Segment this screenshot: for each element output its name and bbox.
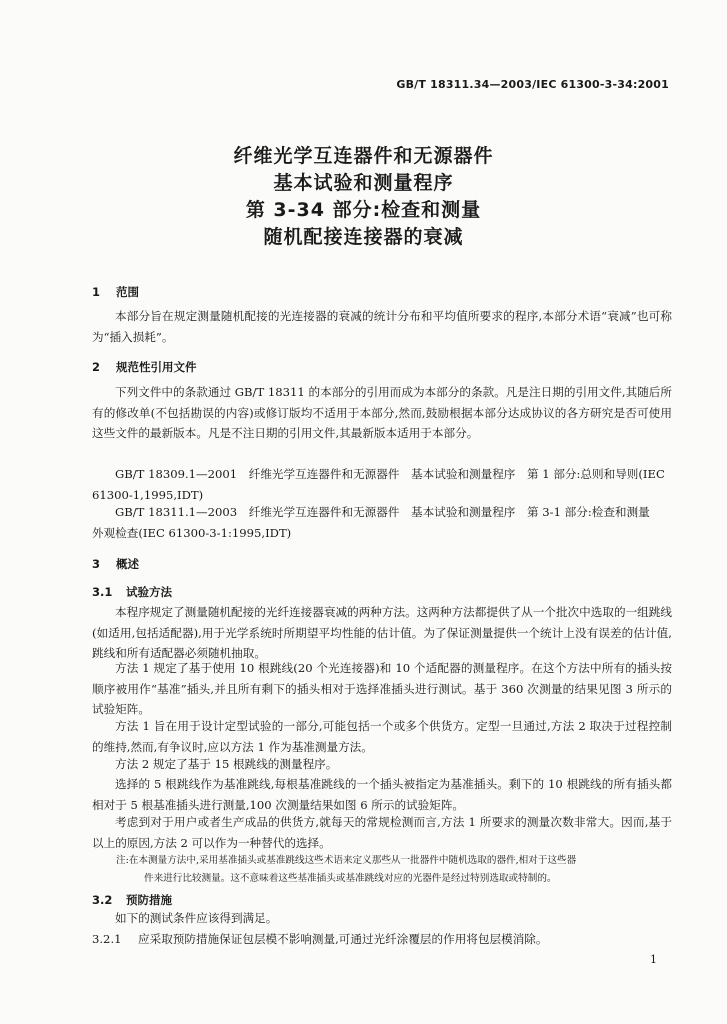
section-3-1-paragraph-2: 方法 1 规定了基于使用 10 根跳线(20 个光连接器)和 10 个适配器的测量程序。在这个方法中所有的插头按顺序被用作“基准”插头,并且所有剩下的插头相对于选择准插头进行测试。基于 360 次测量的结果见图 3 所示的试验矩阵。 xyxy=(92,661,672,716)
section-3-1-paragraph-4: 方法 2 规定了基于 15 根跳线的测量程序。 xyxy=(115,757,338,771)
normative-reference-2: GB/T 18311.1—2003 纤维光学互连器件和无源器件 基本试验和测量程序 第 3-1 部分:检查和测量 外观检查(IEC 61300-3-1:1995,IDT) xyxy=(92,505,662,540)
section-3-number: 3 xyxy=(92,557,101,571)
section-2-heading xyxy=(92,359,197,375)
section-3-2-title: 预防措施 xyxy=(126,893,172,907)
section-3-2-1-item xyxy=(92,929,672,950)
section-2-text: 下列文件中的条款通过 GB/T 18311 的本部分的引用而成为本部分的条款。凡是注日期的引用文件,其随后所有的修改单(不包括勘误的内容)或修订版均不适用于本部分,然而,鼓励根据本部分达成协议的各方研究是否可使用这些文件的最新版本。凡是不注日期的引用文件,其最新版本适用于本部分。 xyxy=(92,385,672,440)
page-number: 1 xyxy=(650,953,657,966)
section-3-1-heading xyxy=(92,584,172,600)
section-1-text: 本部分旨在规定测量随机配接的光连接器的衰减的统计分布和平均值所要求的程序,本部分术语“衰减”也可称为“插入损耗”。 xyxy=(92,309,672,344)
normative-reference-1: GB/T 18309.1—2001 纤维光学互连器件和无源器件 基本试验和测量程序 第 1 部分:总则和导则(IEC 61300-1,1995,IDT) xyxy=(92,467,665,502)
standard-code: GB/T 18311.34—2003/IEC 61300-3-34:2001 xyxy=(396,78,669,91)
section-3-1-number: 3.1 xyxy=(92,585,113,599)
section-2-number: 2 xyxy=(92,360,101,374)
section-3-1-paragraph-3: 方法 1 旨在用于设计定型试验的一部分,可能包括一个或多个供货方。定型一旦通过,方法 2 取决于过程控制的维持,然而,有争议时,应以方法 1 作为基准测量方法。 xyxy=(92,719,672,754)
section-3-1-paragraph-5: 选择的 5 根跳线作为基准跳线,每根基准跳线的一个插头被指定为基准插头。剩下的 10 根跳线的所有插头都相对于 5 根基准插头进行测量,100 次测量结果如图 6 所示的试验矩阵。 xyxy=(92,777,672,812)
section-3-title: 概述 xyxy=(116,557,139,571)
document-title xyxy=(0,143,727,251)
section-1-number: 1 xyxy=(92,285,101,299)
section-3-1-note xyxy=(116,852,674,888)
section-3-2-heading xyxy=(92,892,172,908)
note-line-2: 件来进行比较测量。这不意味着这些基准插头或基准跳线对应的光器件是经过特别选取或特制的。 xyxy=(144,873,557,884)
title-line-3: 第 3-34 部分:检查和测量 xyxy=(245,199,482,221)
title-line-1: 纤维光学互连器件和无源器件 xyxy=(233,145,494,167)
section-3-2-number: 3.2 xyxy=(92,893,113,907)
title-line-2: 基本试验和测量程序 xyxy=(273,172,454,194)
section-3-heading xyxy=(92,556,139,572)
section-3-1-paragraph-6: 考虑到对于用户或者生产成品的供货方,就每天的常规检测而言,方法 1 所要求的测量次数非常大。因而,基于以上的原因,方法 2 可以作为一种替代的选择。 xyxy=(92,815,672,850)
section-3-1-paragraph-1: 本程序规定了测量随机配接的光纤连接器衰减的两种方法。这两种方法都提供了从一个批次中选取的一组跳线(如适用,包括适配器),用于光学系统时所期望平均性能的估计值。为了保证测量提供一个统计上没有误差的估计值,跳线和所有适配器必须随机抽取。 xyxy=(92,605,672,660)
item-3-2-1-text: 应采取预防措施保证包层模不影响测量,可通过光纤涂覆层的作用将包层模消除。 xyxy=(138,932,548,946)
note-label: 注: xyxy=(116,855,129,866)
section-1-title: 范围 xyxy=(116,285,139,299)
note-line-1: 在本测量方法中,采用基准插头或基准跳线这些术语来定义那些从一批器件中随机选取的器件,相对于这些器 xyxy=(128,855,577,866)
section-3-2-intro: 如下的测试条件应该得到满足。 xyxy=(115,911,278,925)
section-3-1-title: 试验方法 xyxy=(126,585,172,599)
item-3-2-1-number: 3.2.1 xyxy=(92,932,122,946)
section-1-heading xyxy=(92,284,139,300)
title-line-4: 随机配接连接器的衰减 xyxy=(263,226,464,248)
section-2-title: 规范性引用文件 xyxy=(116,360,197,374)
